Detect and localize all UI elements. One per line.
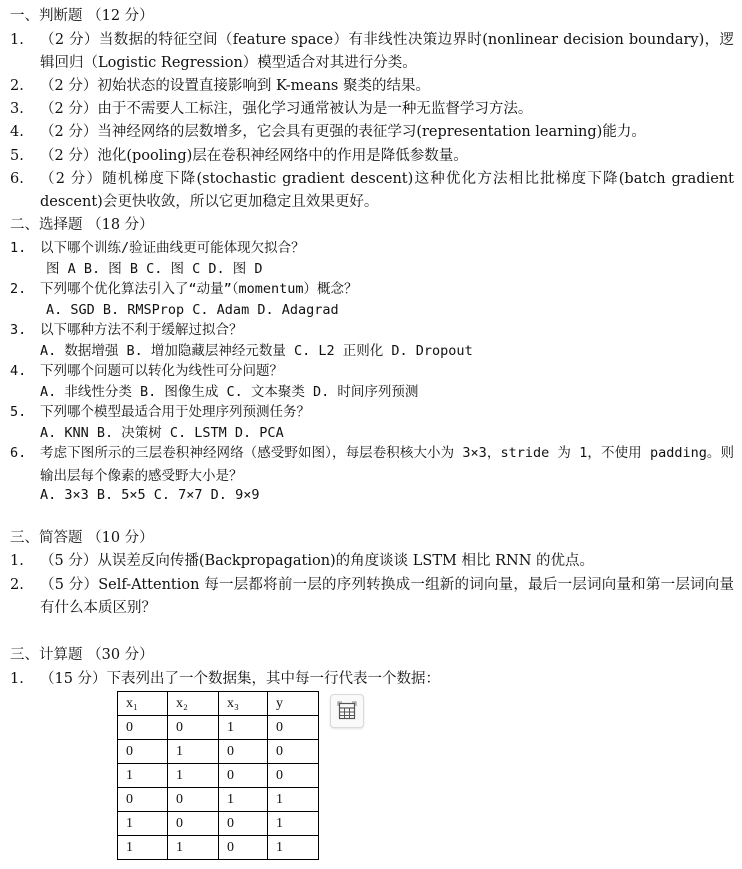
table-cell: 0 <box>219 812 268 836</box>
choice-options-3: A. 数据增强 B. 增加隐藏层神经元数量 C. L2 正则化 D. Dropout <box>40 343 473 359</box>
table-cell: 0 <box>118 716 168 740</box>
judge-question-2 <box>10 75 734 98</box>
question-text: （2 分）当数据的特征空间（feature space）有非线性决策边界时(nonlinear decision boundary)，逻辑回归（Logistic Regression）模型适合对其进行分类。 <box>40 32 734 71</box>
judge-question-4 <box>10 121 734 144</box>
question-text: 下列哪个优化算法引入了“动量”（momentum）概念？ <box>40 281 358 297</box>
section-title-short: 三、简答题 （10 分） <box>10 530 154 546</box>
question-number: 3. <box>10 322 27 338</box>
choice-question-1 <box>10 237 734 260</box>
section-title-judge: 一、判断题 （12 分） <box>10 8 154 24</box>
question-text: （5 分）Self-Attention 每一层都将前一层的序列转换成一组新的词向量，最后一层词向量和第一层词向量有什么本质区别？ <box>40 577 734 616</box>
table-cell: 1 <box>268 788 319 812</box>
table-cell: 0 <box>268 740 319 764</box>
choice-options-6: A. 3×3 B. 5×5 C. 7×7 D. 9×9 <box>40 487 260 503</box>
table-cell: 0 <box>219 836 268 860</box>
table-row <box>118 716 319 740</box>
table-cell: 0 <box>168 716 219 740</box>
choice-options-5: A. KNN B. 决策树 C. LSTM D. PCA <box>40 425 284 441</box>
question-text: 下列哪个问题可以转化为线性可分问题？ <box>40 363 283 379</box>
choice-question-3 <box>10 319 734 342</box>
question-text: 下列哪个模型最适合用于处理序列预测任务？ <box>40 404 310 420</box>
question-number: 5. <box>10 404 27 420</box>
question-text: 以下哪个训练/验证曲线更可能体现欠拟合？ <box>40 240 305 256</box>
table-cell: 1 <box>268 812 319 836</box>
table-row <box>118 788 319 812</box>
short-question-1 <box>10 550 734 573</box>
question-number: 4. <box>10 363 27 379</box>
table-cell: 0 <box>168 812 219 836</box>
section-title-choice: 二、选择题 （18 分） <box>10 217 154 233</box>
question-text: （15 分）下表列出了一个数据集，其中每一行代表一个数据： <box>40 671 441 687</box>
question-text: （2 分）由于不需要人工标注，强化学习通常被认为是一种无监督学习方法。 <box>40 101 533 117</box>
question-number: 3. <box>10 101 24 117</box>
judge-question-5 <box>10 145 734 168</box>
table-header-row <box>118 692 319 716</box>
choice-question-2 <box>10 278 734 301</box>
question-text: 以下哪种方法不利于缓解过拟合？ <box>40 322 243 338</box>
question-number: 4. <box>10 124 24 140</box>
table-cell: 0 <box>268 716 319 740</box>
table-cell: 1 <box>168 836 219 860</box>
table-header-cell: y <box>268 692 319 716</box>
choice-options-1: 图 A B. 图 B C. 图 C D. 图 D <box>46 261 263 277</box>
table-header-cell: x₁ <box>118 692 168 716</box>
table-cell: 0 <box>168 788 219 812</box>
question-number: 1. <box>10 32 24 48</box>
calc-question-1 <box>10 668 734 691</box>
table-cell: 0 <box>268 764 319 788</box>
dataset-table <box>117 691 319 860</box>
table-cell: 1 <box>219 788 268 812</box>
choice-options-2: A. SGD B. RMSProp C. Adam D. Adagrad <box>46 302 339 318</box>
question-number: 2. <box>10 577 24 593</box>
question-number: 5. <box>10 148 24 164</box>
short-question-2 <box>10 574 734 620</box>
table-cell: 1 <box>118 836 168 860</box>
table-cell: 0 <box>219 764 268 788</box>
question-number: 2. <box>10 281 27 297</box>
choice-question-5 <box>10 401 734 424</box>
table-row <box>118 836 319 860</box>
table-cell: 1 <box>118 812 168 836</box>
question-number: 1. <box>10 240 27 256</box>
choice-options-4: A. 非线性分类 B. 图像生成 C. 文本聚类 D. 时间序列预测 <box>40 384 419 400</box>
table-cell: 1 <box>168 764 219 788</box>
judge-question-6 <box>10 168 734 214</box>
table-cell: 1 <box>118 764 168 788</box>
question-number: 6. <box>10 171 24 187</box>
table-cell: 1 <box>219 716 268 740</box>
question-number: 2. <box>10 78 24 94</box>
table-cell: 1 <box>268 836 319 860</box>
table-header-cell: x₂ <box>168 692 219 716</box>
table-header-cell: x₃ <box>219 692 268 716</box>
table-row <box>118 812 319 836</box>
table-cell: 0 <box>118 788 168 812</box>
section-title-calc: 三、计算题 （30 分） <box>10 647 154 663</box>
question-number: 6. <box>10 445 27 461</box>
table-row <box>118 764 319 788</box>
table-tool-icon-glyph <box>337 701 357 721</box>
table-tool-icon[interactable] <box>330 694 364 728</box>
question-text: （5 分）从误差反向传播(Backpropagation)的角度谈谈 LSTM 相比 RNN 的优点。 <box>40 553 594 569</box>
choice-question-6 <box>10 442 734 488</box>
question-text: （2 分）初始状态的设置直接影响到 K-means 聚类的结果。 <box>40 78 430 94</box>
question-text: （2 分）池化(pooling)层在卷积神经网络中的作用是降低参数量。 <box>40 148 468 164</box>
judge-question-1 <box>10 29 734 75</box>
judge-question-3 <box>10 98 734 121</box>
question-text: 考虑下图所示的三层卷积神经网络（感受野如图），每层卷积核大小为 3×3，stride 为 1，不使用 padding。则输出层每个像素的感受野大小是？ <box>40 445 734 484</box>
table-cell: 0 <box>118 740 168 764</box>
choice-question-4 <box>10 360 734 383</box>
question-number: 1. <box>10 671 24 687</box>
table-cell: 1 <box>168 740 219 764</box>
table-row <box>118 740 319 764</box>
question-text: （2 分）当神经网络的层数增多，它会具有更强的表征学习(representation learning)能力。 <box>40 124 646 140</box>
table-cell: 0 <box>219 740 268 764</box>
question-text: （2 分）随机梯度下降(stochastic gradient descent)这种优化方法相比批梯度下降(batch gradient descent)会更快收敛，所以它更加稳定且效果更好。 <box>40 171 734 210</box>
question-number: 1. <box>10 553 24 569</box>
